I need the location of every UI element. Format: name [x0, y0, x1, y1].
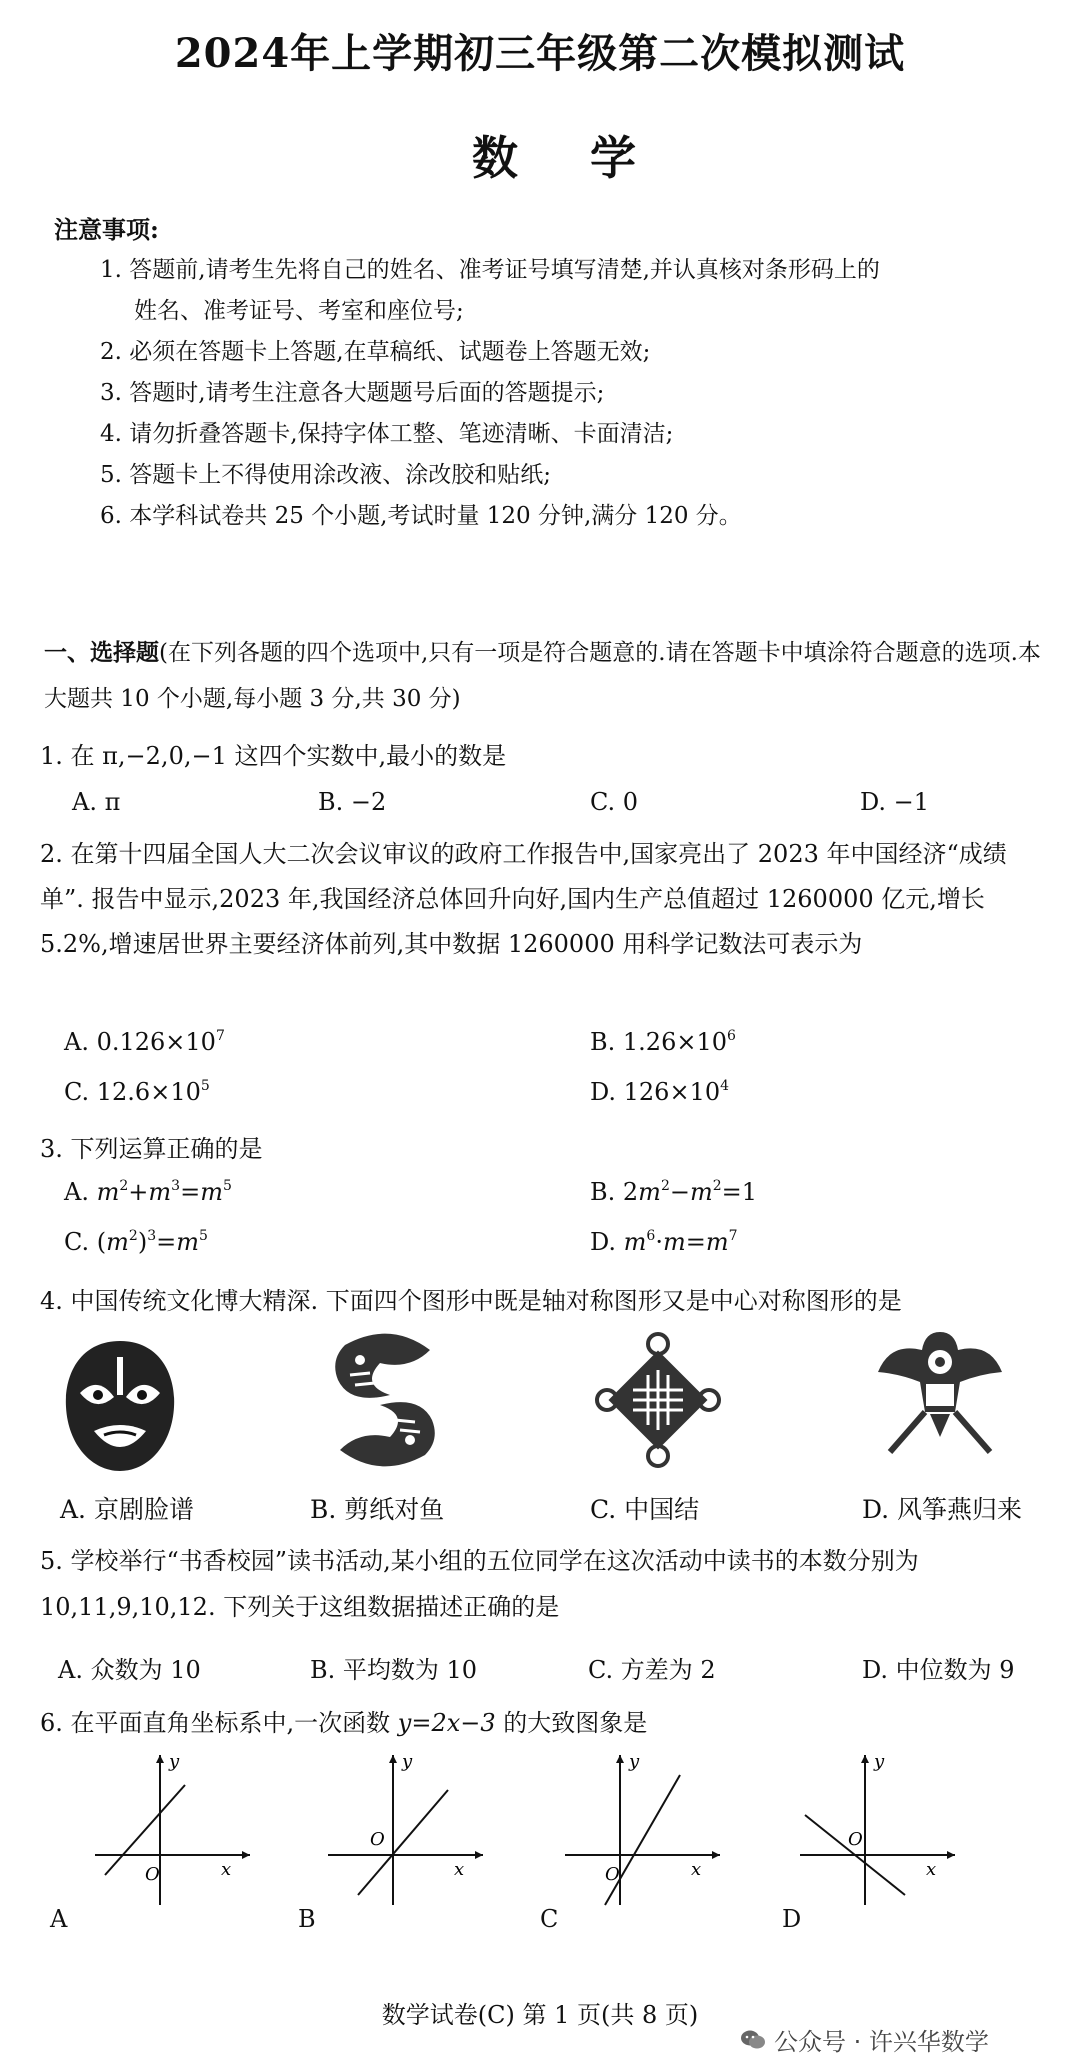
- section-desc: (在下列各题的四个选项中,只有一项是符合题意的.请在答题卡中填涂符合题意的选项.本大题共 10 个小题,每小题 3 分,共 30 分): [44, 640, 1041, 712]
- q2-option-a: [64, 1028, 225, 1056]
- q1-option-a: A. π: [72, 788, 121, 816]
- section-header: [44, 630, 1044, 722]
- notice-item: 姓名、准考证号、考室和座位号;: [134, 298, 464, 324]
- q1-option-b: B. −2: [318, 788, 387, 816]
- q2-option-c-base: C. 12.6×10: [64, 1078, 201, 1106]
- q6-label-c: C: [540, 1905, 559, 1933]
- swallow-kite-icon: [870, 1322, 1010, 1472]
- x-axis-label: x: [221, 1859, 232, 1880]
- y-axis-label: y: [874, 1751, 885, 1772]
- q6-label-b: B: [298, 1905, 316, 1933]
- wechat-icon: [740, 2029, 766, 2051]
- opera-mask-icon: [60, 1335, 180, 1475]
- question-2-stem: 2. 在第十四届全国人大二次会议审议的政府工作报告中,国家亮出了 2023 年中国经济“成绩单”. 报告中显示,2023 年,我国经济总体回升向好,国内生产总值超过 1260000 亿元,增长 5.2%,增速居世界主要经济体前列,其中数据 1260000 用科学记数法可表示为: [40, 840, 1007, 958]
- q3-option-d: D. $m^6\cdot m=m^7$: [590, 1228, 738, 1256]
- question-6-stem: [40, 1700, 1050, 1746]
- watermark-text: 公众号 · 许兴华数学: [774, 2028, 989, 2056]
- origin-label: O: [848, 1829, 863, 1850]
- y-axis-label: y: [402, 1751, 413, 1772]
- notice-item: 3. 答题时,请考生注意各大题题号后面的答题提示;: [100, 380, 605, 406]
- q6-stem-function: y=2x−3: [397, 1709, 496, 1737]
- notice-list: [100, 250, 1040, 537]
- x-axis-label: x: [691, 1859, 702, 1880]
- q2-option-b-base: B. 1.26×10: [590, 1028, 727, 1056]
- notice-item: 4. 请勿折叠答题卡,保持字体工整、笔迹清晰、卡面清洁;: [100, 421, 674, 447]
- q6-graph-c: [555, 1745, 735, 1915]
- q4-option-d: D. 风筝燕归来: [862, 1495, 1023, 1524]
- q2-option-b-exp: 6: [726, 1028, 736, 1044]
- notice-item: 2. 必须在答题卡上答题,在草稿纸、试题卷上答题无效;: [100, 339, 651, 365]
- x-axis-label: x: [454, 1859, 465, 1880]
- y-axis-label: y: [169, 1751, 180, 1772]
- question-5-stem: 5. 学校举行“书香校园”读书活动,某小组的五位同学在这次活动中读书的本数分别为 10,11,9,10,12. 下列关于这组数据描述正确的是: [40, 1547, 919, 1621]
- x-axis-label: x: [926, 1859, 937, 1880]
- q3-option-a: A. $m^2+m^3=m^5$: [64, 1178, 232, 1206]
- page-footer: 数学试卷(C) 第 1 页(共 8 页): [381, 2001, 699, 2029]
- section-title: 一、选择题: [44, 639, 159, 666]
- q6-graph-b: [318, 1745, 498, 1915]
- q6-stem-pre: 6. 在平面直角坐标系中,一次函数: [40, 1709, 398, 1737]
- watermark: [740, 2022, 989, 2057]
- y-axis-label: y: [629, 1751, 640, 1772]
- q2-option-d-base: D. 126×10: [590, 1078, 721, 1106]
- q4-option-b: B. 剪纸对鱼: [310, 1495, 445, 1524]
- exam-title: 2024年上学期初三年级第二次模拟测试: [174, 30, 906, 77]
- q6-label-d: D: [782, 1905, 802, 1933]
- chinese-knot-icon: [593, 1330, 723, 1470]
- notice-item: 6. 本学科试卷共 25 个小题,考试时量 120 分钟,满分 120 分。: [100, 503, 742, 529]
- q2-option-c: [64, 1078, 210, 1106]
- q3-option-c: C. $(m^2)^3=m^5$: [64, 1228, 208, 1256]
- q6-graph-d: [790, 1745, 970, 1915]
- origin-label: O: [145, 1864, 160, 1885]
- subject-title: 数 学: [471, 131, 664, 185]
- q6-label-a: A: [50, 1905, 68, 1933]
- q5-option-c: C. 方差为 2: [588, 1656, 716, 1684]
- q4-option-c: C. 中国结: [590, 1495, 700, 1524]
- q2-option-c-exp: 5: [200, 1078, 210, 1094]
- paper-cut-fish-icon: [320, 1325, 450, 1475]
- q3-option-b: B. $2m^2-m^2=1$: [590, 1178, 758, 1206]
- origin-label: O: [605, 1864, 620, 1885]
- q6-stem-post: 的大致图象是: [495, 1709, 648, 1737]
- q2-option-d-exp: 4: [720, 1078, 730, 1094]
- q5-option-d: D. 中位数为 9: [862, 1656, 1015, 1684]
- question-4-stem: 4. 中国传统文化博大精深. 下面四个图形中既是轴对称图形又是中心对称图形的是: [40, 1287, 902, 1315]
- q1-option-c: C. 0: [590, 788, 639, 816]
- question-1-stem: 1. 在 π,−2,0,−1 这四个实数中,最小的数是: [40, 742, 507, 770]
- notice-item: 5. 答题卡上不得使用涂改液、涂改胶和贴纸;: [100, 462, 552, 488]
- q5-option-b: B. 平均数为 10: [310, 1656, 478, 1684]
- q2-option-a-exp: 7: [215, 1028, 225, 1044]
- q6-graph-a: [85, 1745, 265, 1915]
- notice-item: 1. 答题前,请考生先将自己的姓名、准考证号填写清楚,并认真核对条形码上的: [100, 257, 880, 283]
- q2-option-a-base: A. 0.126×10: [64, 1028, 216, 1056]
- q4-option-a: A. 京剧脸谱: [60, 1495, 194, 1524]
- q1-option-d: D. −1: [860, 788, 930, 816]
- q5-option-a: A. 众数为 10: [58, 1656, 201, 1684]
- origin-label: O: [370, 1829, 385, 1850]
- question-3-stem: 3. 下列运算正确的是: [40, 1135, 263, 1163]
- q2-option-d: [590, 1078, 729, 1106]
- q2-option-b: [590, 1028, 736, 1056]
- notice-heading: 注意事项:: [54, 215, 159, 244]
